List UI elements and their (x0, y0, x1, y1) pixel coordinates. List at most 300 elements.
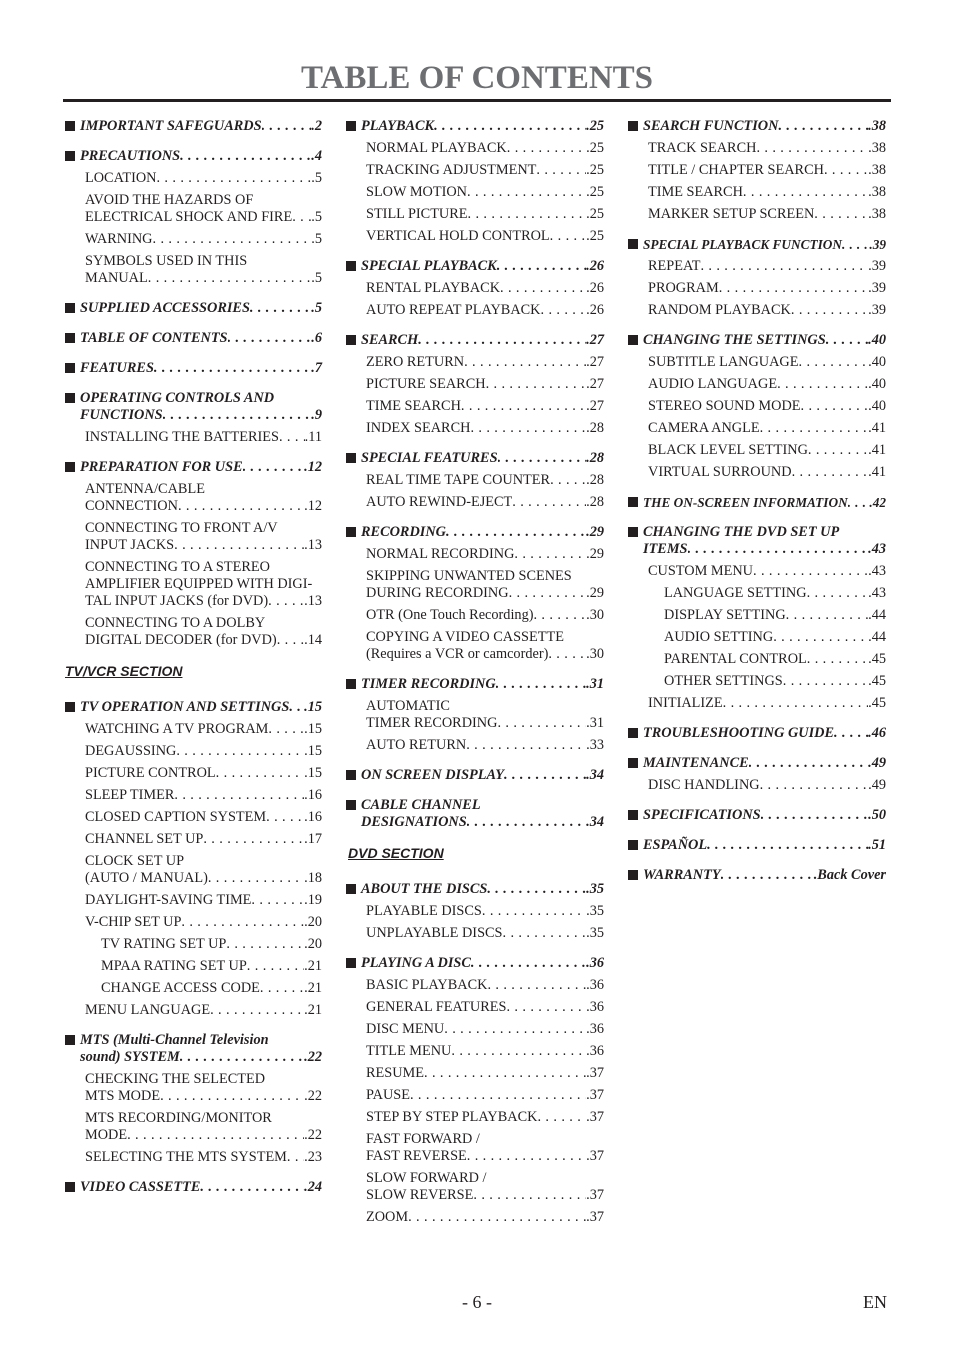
toc-item (345, 1109, 604, 1126)
dot-leader (467, 1148, 586, 1165)
toc-entry-text: CONNECTING TO A DOLBY (85, 615, 266, 631)
toc-entry-text: UNPLAYABLE DISCS (366, 925, 503, 941)
toc-entry-text: BASIC PLAYBACK (366, 977, 488, 993)
page-ref: .16 (304, 809, 322, 825)
toc-entry-text: PARENTAL CONTROL (664, 651, 807, 667)
toc-heading (627, 837, 886, 854)
page-ref: .37 (586, 1109, 604, 1125)
toc-item (345, 206, 604, 223)
dot-leader (773, 629, 868, 646)
dot-leader (279, 429, 305, 446)
page-ref: .31 (586, 715, 604, 731)
page-ref: .11 (304, 429, 322, 445)
toc-entry-text: SEARCH (361, 332, 419, 348)
dot-leader (292, 209, 311, 226)
toc-item (627, 442, 886, 459)
language-code: EN (863, 1292, 887, 1312)
toc-item (64, 615, 322, 649)
dot-leader (753, 563, 868, 580)
dot-leader (434, 118, 586, 135)
dot-leader (228, 330, 312, 347)
page-ref: .25 (586, 140, 604, 156)
toc-heading (345, 767, 604, 784)
section-heading: DVD SECTION (348, 845, 444, 861)
toc-entry-text: NORMAL PLAYBACK (366, 140, 507, 156)
toc-entry-text: DURING RECORDING (366, 585, 509, 601)
page-ref: .28 (586, 420, 604, 436)
page-ref: .35 (586, 925, 604, 941)
dot-leader (461, 398, 586, 415)
page-ref: .39 (868, 302, 886, 318)
page-ref: .45 (868, 695, 886, 711)
page-ref: .26 (586, 280, 604, 296)
toc-item (627, 162, 886, 179)
toc-item (345, 698, 604, 732)
toc-entry-text: INITIALIZE (648, 695, 723, 711)
toc-entry-text: SLEEP TIMER (85, 787, 175, 803)
page-ref: .4 (311, 148, 322, 164)
page-ref: .37 (586, 1148, 604, 1164)
toc-column-2 (345, 118, 604, 1231)
dot-leader (487, 977, 586, 994)
toc-item (627, 258, 886, 275)
page-ref: .25 (586, 118, 604, 134)
toc-entry-text: CLOSED CAPTION SYSTEM (85, 809, 267, 825)
toc-entry-text: PLAYBACK (361, 118, 435, 134)
page-ref: .22 (304, 1088, 322, 1104)
toc-heading (627, 236, 886, 253)
dot-leader (268, 721, 304, 738)
toc-heading (627, 118, 886, 135)
toc-entry-text: TRACKING ADJUSTMENT (366, 162, 537, 178)
page-ref: .38 (868, 140, 886, 156)
page-ref: .29 (586, 585, 604, 601)
dot-leader (537, 1109, 586, 1126)
dot-leader (778, 118, 868, 135)
dot-leader (807, 651, 868, 668)
dot-leader (446, 524, 586, 541)
page-ref: .43 (868, 563, 886, 579)
page-ref: .6 (311, 330, 322, 346)
toc-item (345, 420, 604, 437)
dot-leader (473, 1187, 586, 1204)
toc-heading (345, 118, 604, 135)
dot-leader (536, 162, 586, 179)
dot-leader (498, 450, 587, 467)
toc-entry-text: SELECTING THE MTS SYSTEM (85, 1149, 287, 1165)
page-ref: .28 (586, 494, 604, 510)
toc-item (627, 651, 886, 668)
dot-leader (277, 632, 304, 649)
page-ref: .15 (304, 699, 322, 715)
dot-leader (496, 676, 586, 693)
dot-leader (792, 464, 869, 481)
toc-entry-text: ABOUT THE DISCS (361, 881, 488, 897)
toc-entry-text: ON SCREEN DISPLAY (361, 767, 505, 783)
page-ref: .40 (868, 398, 886, 414)
toc-entry-text: AUDIO SETTING (664, 629, 774, 645)
toc-entry-text: OTR (One Touch Recording) (366, 607, 534, 623)
toc-entry-text: ESPAÑOL (643, 837, 708, 853)
page-ref: .15 (304, 765, 322, 781)
page-ref: .41 (868, 420, 886, 436)
toc-entry-text: PLAYABLE DISCS (366, 903, 482, 919)
toc-entry-text: NORMAL RECORDING (366, 546, 515, 562)
toc-item (627, 184, 886, 201)
toc-heading (627, 725, 886, 742)
dot-leader (287, 1149, 304, 1166)
toc-entry-text: SUPPLIED ACCESSORIES (80, 300, 250, 316)
toc-item (64, 831, 322, 848)
toc-item (64, 1071, 322, 1105)
page-ref: .27 (586, 332, 604, 348)
dot-leader (550, 472, 586, 489)
page-ref: .34 (586, 814, 604, 830)
toc-entry-text: DISC HANDLING (648, 777, 760, 793)
dot-leader (408, 1209, 586, 1226)
dot-leader (262, 118, 312, 135)
toc-item (627, 607, 886, 624)
toc-entry-text: (AUTO / MANUAL) (85, 870, 208, 886)
page-ref: .23 (304, 1149, 322, 1165)
toc-heading (345, 881, 604, 898)
page-ref: .36 (586, 955, 604, 971)
toc-item (345, 472, 604, 489)
toc-entry-text: SYMBOLS USED IN THIS (85, 253, 248, 269)
toc-entry-text: AUTO REPEAT PLAYBACK (366, 302, 541, 318)
toc-item (64, 853, 322, 887)
toc-item (345, 494, 604, 511)
toc-item (345, 1021, 604, 1038)
page-ref: .30 (586, 607, 604, 623)
toc-item (345, 1043, 604, 1060)
page-ref: .36 (586, 977, 604, 993)
toc-entry-text: AUTO RETURN (366, 737, 467, 753)
dot-leader (506, 999, 586, 1016)
page-ref: .45 (868, 651, 886, 667)
dot-leader (178, 498, 304, 515)
section-heading: TV/VCR SECTION (65, 663, 183, 679)
page-ref: .39 (868, 280, 886, 296)
page-ref: .28 (586, 472, 604, 488)
dot-leader (260, 980, 304, 997)
dot-leader (153, 231, 312, 248)
dot-leader (208, 870, 304, 887)
toc-item (627, 777, 886, 794)
page-ref: .5 (311, 270, 322, 286)
toc-entry-text: TROUBLESHOOTING GUIDE (643, 725, 835, 741)
toc-item (345, 999, 604, 1016)
toc-item (345, 737, 604, 754)
toc-entry-text: WARNING (85, 231, 153, 247)
dot-leader (148, 270, 312, 287)
dot-leader (467, 184, 586, 201)
dot-leader (251, 892, 304, 909)
dot-leader (470, 420, 586, 437)
toc-entry-text: ZERO RETURN (366, 354, 465, 370)
dot-leader (824, 162, 868, 179)
page-ref: .27 (586, 376, 604, 392)
page-ref: .36 (586, 1021, 604, 1037)
toc-entry-text: DESIGNATIONS (361, 814, 467, 830)
toc-column-1 (64, 118, 322, 1201)
page-ref: .40 (868, 332, 886, 348)
toc-entry-text: (Requires a VCR or camcorder) (366, 646, 549, 662)
page-ref: .37 (586, 1065, 604, 1081)
toc-entry-text: sound) SYSTEM (80, 1049, 180, 1065)
toc-entry-text: MODE (85, 1127, 128, 1143)
page-ref: .49 (868, 777, 886, 793)
page-ref: .50 (868, 807, 886, 823)
toc-item (345, 977, 604, 994)
page-ref: .29 (586, 546, 604, 562)
dot-leader (250, 300, 311, 317)
toc-entry-text: DISC MENU (366, 1021, 445, 1037)
toc-entry-text: VERTICAL HOLD CONTROL (366, 228, 550, 244)
toc-item (64, 936, 322, 953)
dot-leader (541, 302, 587, 319)
toc-entry-text: SPECIAL FEATURES (361, 450, 498, 466)
toc-entry-text: STEREO SOUND MODE (648, 398, 801, 414)
toc-item (64, 192, 322, 226)
dot-leader (174, 787, 304, 804)
dot-leader (801, 398, 869, 415)
toc-entry-text: PICTURE CONTROL (85, 765, 216, 781)
page-ref: .22 (304, 1127, 322, 1143)
toc-entry-text: SLOW REVERSE (366, 1187, 474, 1203)
toc-item (345, 184, 604, 201)
toc-heading (345, 450, 604, 467)
page-ref: .38 (868, 118, 886, 134)
dot-leader (174, 537, 304, 554)
dot-leader (504, 767, 586, 784)
toc-entry-text: REAL TIME TAPE COUNTER (366, 472, 551, 488)
toc-heading (64, 118, 322, 135)
toc-entry-text: BLACK LEVEL SETTING (648, 442, 808, 458)
toc-entry-text: STILL PICTURE (366, 206, 468, 222)
toc-item (64, 809, 322, 826)
toc-heading (627, 524, 886, 558)
title-rule (63, 99, 891, 102)
page-ref: .25 (586, 162, 604, 178)
toc-item (64, 787, 322, 804)
dot-leader (791, 302, 868, 319)
dot-leader (548, 646, 586, 663)
toc-item (345, 376, 604, 393)
toc-heading (345, 955, 604, 972)
dot-leader (533, 607, 586, 624)
toc-entry-text: ELECTRICAL SHOCK AND FIRE (85, 209, 293, 225)
page-ref: .13 (304, 593, 322, 609)
dot-leader (468, 206, 587, 223)
dot-leader (834, 725, 868, 742)
toc-entry-text: FEATURES (80, 360, 154, 376)
page-ref: .42 (869, 495, 886, 510)
toc-heading (64, 148, 322, 165)
dot-leader (842, 236, 869, 253)
page-ref: .25 (586, 228, 604, 244)
page-title: TABLE OF CONTENTS (300, 60, 654, 96)
toc-entry-text: DISPLAY SETTING (664, 607, 786, 623)
toc-heading (64, 1032, 322, 1066)
toc-item (627, 629, 886, 646)
page-ref: .34 (586, 767, 604, 783)
toc-heading (345, 676, 604, 693)
page-ref: .45 (868, 673, 886, 689)
toc-item (345, 1209, 604, 1226)
toc-entry-text: TIME SEARCH (366, 398, 461, 414)
dot-leader (503, 925, 587, 942)
toc-entry-text: CUSTOM MENU (648, 563, 753, 579)
toc-entry-text: FAST FORWARD / (366, 1131, 480, 1147)
page-ref: .20 (304, 936, 322, 952)
toc-entry-text: CHECKING THE SELECTED (85, 1071, 266, 1087)
toc-heading (627, 755, 886, 772)
toc-entry-text: TAL INPUT JACKS (for DVD) (85, 593, 269, 609)
toc-item (345, 903, 604, 920)
dot-leader (289, 699, 304, 716)
dot-leader (180, 148, 311, 165)
toc-entry-text: LOCATION (85, 170, 157, 186)
toc-heading (345, 258, 604, 275)
page-ref: .38 (868, 206, 886, 222)
page-ref: .43 (868, 585, 886, 601)
dot-leader (464, 354, 586, 371)
toc-entry-text: CONNECTION (85, 498, 178, 514)
toc-item (64, 520, 322, 554)
toc-entry-text: RECORDING (361, 524, 447, 540)
page-ref: .37 (586, 1187, 604, 1203)
toc-entry-text: TIME SEARCH (648, 184, 743, 200)
page-ref: .12 (304, 498, 322, 514)
toc-item (345, 1087, 604, 1104)
page-ref: .Back Cover (813, 867, 886, 883)
page-ref: .21 (304, 958, 322, 974)
page-ref: .27 (586, 398, 604, 414)
toc-entry-text: V-CHIP SET UP (85, 914, 182, 930)
dot-leader (514, 546, 586, 563)
toc-entry-text: SPECIAL PLAYBACK (361, 258, 497, 274)
dot-leader (723, 695, 868, 712)
dot-leader (487, 881, 586, 898)
toc-heading (627, 867, 886, 884)
toc-entry-text: ZOOM (366, 1209, 409, 1225)
toc-item (345, 140, 604, 157)
page-ref: .43 (868, 541, 886, 557)
toc-entry-text: FUNCTIONS (80, 407, 163, 423)
dot-leader (156, 170, 311, 187)
toc-heading (64, 330, 322, 347)
toc-heading (345, 797, 604, 831)
toc-entry-text: RANDOM PLAYBACK (648, 302, 791, 318)
page-ref: .37 (586, 1087, 604, 1103)
toc-item (345, 607, 604, 624)
page-ref: .17 (304, 831, 322, 847)
toc-entry-text: INPUT JACKS (85, 537, 175, 553)
toc-entry-text: ITEMS (643, 541, 688, 557)
toc-entry-text: SEARCH FUNCTION (643, 118, 779, 134)
dot-leader (216, 765, 304, 782)
toc-column-3 (627, 118, 886, 889)
toc-heading (345, 332, 604, 349)
toc-item (627, 354, 886, 371)
toc-item (627, 464, 886, 481)
toc-heading (64, 459, 322, 476)
page-ref: .7 (311, 360, 322, 376)
toc-entry-text: VIDEO CASSETTE (80, 1179, 201, 1195)
page-ref: .41 (868, 464, 886, 480)
toc-entry-text: THE ON-SCREEN INFORMATION (643, 495, 848, 510)
toc-entry-text: GENERAL FEATURES (366, 999, 507, 1015)
dot-leader (160, 1088, 304, 1105)
toc-entry-text: CAMERA ANGLE (648, 420, 760, 436)
toc-entry-text: AMPLIFIER EQUIPPED WITH DIGI- (85, 576, 313, 592)
toc-heading (627, 332, 886, 349)
toc-entry-text: MPAA RATING SET UP (101, 958, 247, 974)
toc-entry-text: INSTALLING THE BATTERIES (85, 429, 279, 445)
dot-leader (550, 228, 586, 245)
dot-leader (466, 737, 586, 754)
toc-entry-text: PRECAUTIONS (80, 148, 181, 164)
toc-item (64, 721, 322, 738)
toc-item (345, 280, 604, 297)
page-ref: .22 (304, 1049, 322, 1065)
toc-item (345, 1065, 604, 1082)
toc-entry-text: PROGRAM (648, 280, 719, 296)
page-ref: .12 (304, 459, 322, 475)
page-ref: .35 (586, 903, 604, 919)
toc-entry-text: PAUSE (366, 1087, 410, 1103)
dot-leader (266, 809, 304, 826)
dot-leader (509, 585, 587, 602)
toc-entry-text: OTHER SETTINGS (664, 673, 783, 689)
dot-leader (181, 914, 304, 931)
page-ref: .21 (304, 1002, 322, 1018)
dot-leader (814, 206, 868, 223)
toc-item (627, 695, 886, 712)
toc-entry-text: MTS MODE (85, 1088, 161, 1104)
toc-item (345, 546, 604, 563)
dot-leader (451, 1043, 586, 1060)
page-ref: .5 (311, 170, 322, 186)
dot-leader (200, 1179, 304, 1196)
toc-entry-text: SPECIFICATIONS (643, 807, 761, 823)
dot-leader (268, 593, 304, 610)
toc-entry-text: DEGAUSSING (85, 743, 177, 759)
toc-item (345, 1170, 604, 1204)
toc-heading (627, 807, 886, 824)
toc-item (627, 280, 886, 297)
dot-leader (756, 140, 868, 157)
toc-item (64, 980, 322, 997)
page-ref: .18 (304, 870, 322, 886)
dot-leader (203, 831, 304, 848)
toc-entry-text: ANTENNA/CABLE (85, 481, 205, 497)
toc-entry-text: TITLE MENU (366, 1043, 452, 1059)
toc-heading (64, 1179, 322, 1196)
page-ref: .20 (304, 914, 322, 930)
toc-item (64, 481, 322, 515)
dot-leader (247, 958, 304, 975)
page-ref: .39 (868, 258, 886, 274)
toc-entry-text: MTS (Multi-Channel Television (80, 1032, 269, 1048)
dot-leader (418, 332, 586, 349)
dot-leader (176, 743, 304, 760)
dot-leader (410, 1087, 586, 1104)
toc-entry-text: AVOID THE HAZARDS OF (85, 192, 254, 208)
toc-heading (345, 524, 604, 541)
toc-entry-text: TABLE OF CONTENTS (80, 330, 228, 346)
